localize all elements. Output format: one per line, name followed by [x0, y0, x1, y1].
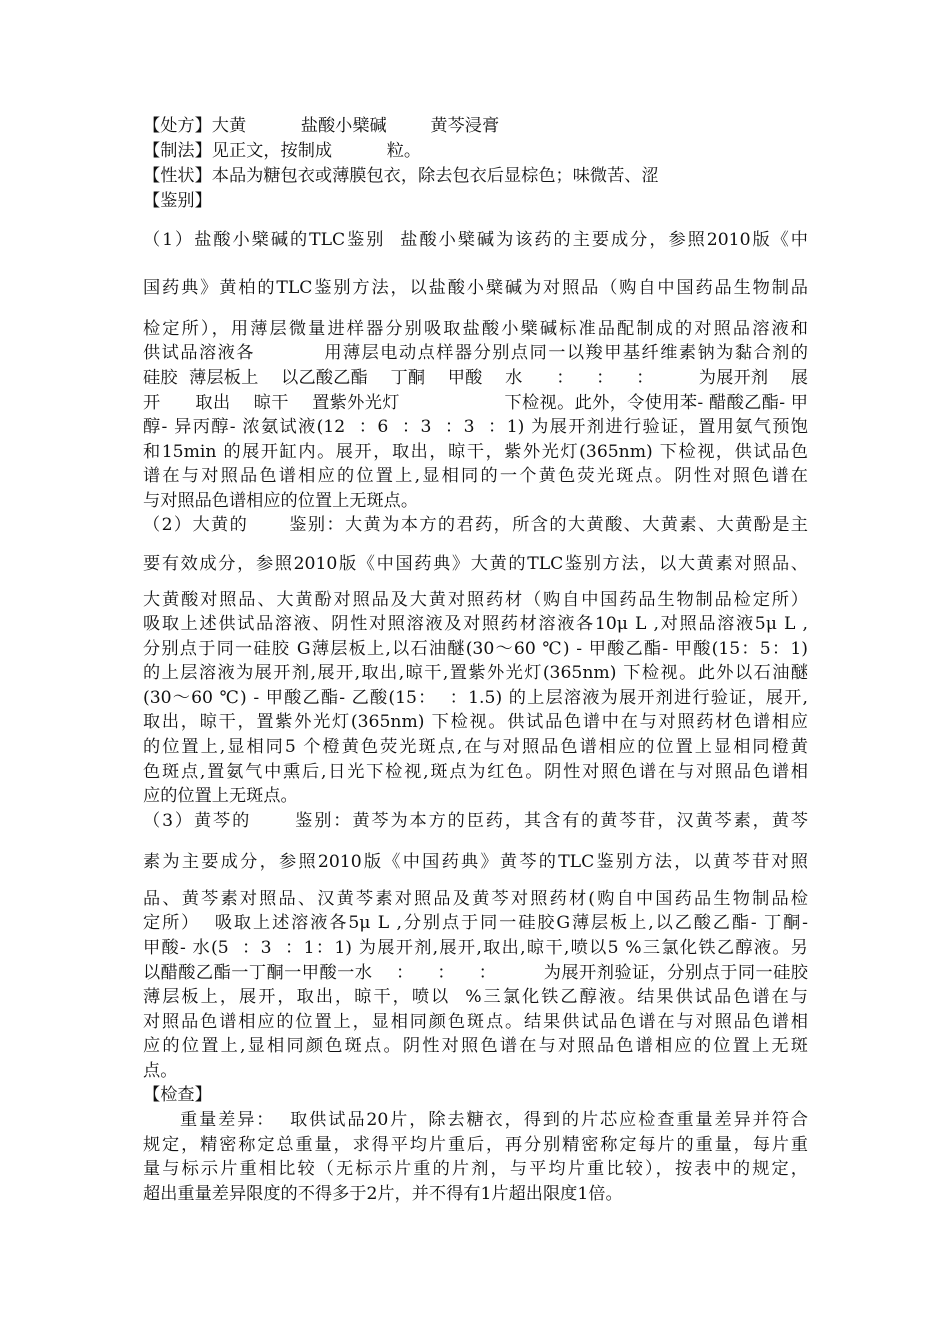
- text-line: 重量差异： 取供试品20片，除去糖衣，得到的片芯应检查重量差异并符合: [180, 1110, 808, 1130]
- text-line: 要有效成分，参照2010版《中国药典》大黄的TLC鉴别方法，以大黄素对照品、: [143, 554, 808, 574]
- text-line: 点。: [143, 1061, 178, 1081]
- text-line: 应的位置上无斑点。: [143, 786, 298, 806]
- text-line: 硅胶 薄层板上 以乙酸乙酯 丁酮 甲酸 水 ： ： ： 为展开剂 展: [143, 368, 808, 388]
- formula-line: 【处方】大黄 盐酸小檗碱 黄芩浸膏: [143, 116, 500, 136]
- preparation-line: 【制法】见正文，按制成 粒。: [143, 141, 422, 161]
- text-line: 国药典》黄柏的TLC鉴别方法，以盐酸小檗碱为对照品（购自中国药品生物制品: [143, 278, 808, 298]
- text-line: 素为主要成分，参照2010版《中国药典》黄芩的TLC鉴别方法，以黄芩苷对照: [143, 852, 808, 872]
- text-line: 薄层板上，展开，取出，晾干，喷以 %三氯化铁乙醇液。结果供试品色谱在与: [143, 987, 808, 1007]
- text-line: 甲酸- 水(5 ：3 ：1：1) 为展开剂,展开,取出,晾干,喷以5 %三氯化铁乙醇液。另: [143, 938, 808, 958]
- text-line: 谱在与对照品色谱相应的位置上,显相同的一个黄色荧光斑点。阴性对照色谱在: [143, 466, 808, 486]
- text-line: 大黄酸对照品、大黄酚对照品及大黄对照药材（购自中国药品生物制品检定所）: [143, 590, 808, 610]
- text-line: 的位置上,显相同5 个橙黄色荧光斑点,在与对照品色谱相应的位置上显相同橙黄: [143, 737, 808, 757]
- text-line: 以醋酸乙酯一丁酮一甲酸一水 ： ： ： 为展开剂验证，分别点于同一硅胶: [143, 963, 808, 983]
- text-line: 品、黄芩素对照品、汉黄芩素对照品及黄芩对照药材(购自中国药品生物制品检: [143, 889, 808, 909]
- text-line: (30～60 ℃) - 甲酸乙酯- 乙酸(15： ：1.5) 的上层溶液为展开剂进行验证，展开,: [143, 688, 808, 708]
- text-line: 规定，精密称定总重量，求得平均片重后，再分别精密称定每片的重量，每片重: [143, 1135, 808, 1155]
- text-line: 的上层溶液为展开剂,展开,取出,晾干,置紫外光灯(365nm) 下检视。此外以石油醚: [143, 663, 808, 683]
- text-line: 供试品溶液各 用薄层电动点样器分别点同一以羧甲基纤维素钠为黏合剂的: [143, 343, 808, 363]
- text-line: 定所） 吸取上述溶液各5μ L ,分别点于同一硅胶G薄层板上,以乙酸乙酯- 丁酮-: [143, 913, 808, 933]
- description-line: 【性状】本品为糖包衣或薄膜包衣，除去包衣后显棕色；味微苦、涩: [143, 166, 659, 186]
- text-line: 和15min 的展开缸内。展开，取出，晾干，紫外光灯(365nm) 下检视，供试品色: [143, 442, 808, 462]
- text-line: 超出重量差异限度的不得多于2片，并不得有1片超出限度1倍。: [143, 1184, 623, 1204]
- text-line: （1）盐酸小檗碱的TLC鉴别 盐酸小檗碱为该药的主要成分，参照2010版《中: [143, 230, 808, 250]
- text-line: 量与标示片重相比较（无标示片重的片剂，与平均片重比较），按表中的规定，: [143, 1159, 808, 1179]
- text-line: 与对照品色谱相应的位置上无斑点。: [143, 491, 419, 511]
- text-line: 分别点于同一硅胶 G薄层板上,以石油醚(30～60 ℃) - 甲酸乙酯- 甲酸(15：5：1): [143, 639, 808, 659]
- text-line: （2）大黄的 鉴别：大黄为本方的君药，所含的大黄酸、大黄素、大黄酚是主: [143, 515, 808, 535]
- text-line: 吸取上述供试品溶液、阴性对照溶液及对照药材溶液各10μ L ,对照品溶液5μ L ,: [143, 614, 808, 634]
- identification-heading: 【鉴别】: [143, 191, 212, 211]
- text-line: 醇- 异丙醇- 浓氨试液(12 ：6 ：3 ：3 ：1) 为展开剂进行验证，置用氨气预饱: [143, 417, 808, 437]
- text-line: 色斑点,置氨气中熏后,日光下检视,斑点为红色。阴性对照色谱在与对照品色谱相: [143, 762, 808, 782]
- inspection-heading: 【检查】: [143, 1085, 212, 1105]
- text-line: 检定所），用薄层微量进样器分别吸取盐酸小檗碱标准品配制成的对照品溶液和: [143, 319, 808, 339]
- text-line: 取出，晾干，置紫外光灯(365nm) 下检视。供试品色谱中在与对照药材色谱相应: [143, 712, 808, 732]
- text-line: 开 取出 晾干 置紫外光灯 下检视。此外，令使用苯- 醋酸乙酯- 甲: [143, 393, 808, 413]
- text-line: 应的位置上,显相同颜色斑点。阴性对照色谱在与对照品色谱相应的位置上无斑: [143, 1036, 808, 1056]
- text-line: 对照品色谱相应的位置上，显相同颜色斑点。结果供试品色谱在与对照品色谱相: [143, 1012, 808, 1032]
- text-line: （3）黄芩的 鉴别：黄芩为本方的臣药，其含有的黄芩苷，汉黄芩素，黄芩: [143, 811, 808, 831]
